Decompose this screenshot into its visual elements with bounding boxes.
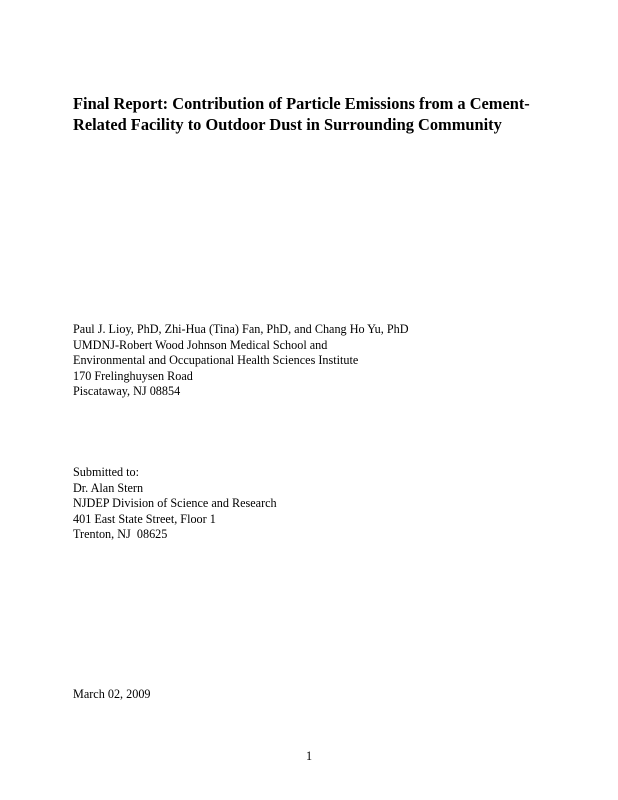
submitted-to-label: Submitted to: [73,465,140,479]
affiliation-street: 170 Frelinghuysen Road [73,368,193,383]
recipient-city: Trenton, NJ 08625 [73,527,168,542]
report-title-line-2: Related Facility to Outdoor Dust in Surrounding Community [73,115,502,134]
submitted-to-block [73,465,277,543]
recipient-street: 401 East State Street, Floor 1 [73,511,216,526]
authors-names: Paul J. Lioy, PhD, Zhi-Hua (Tina) Fan, PhD, and Chang Ho Yu, PhD [73,322,409,336]
authors-affiliation-block [73,322,409,400]
report-title [73,93,553,135]
page-number: 1 [305,749,313,763]
recipient-name: Dr. Alan Stern [73,480,144,495]
report-title-line-1: Final Report: Contribution of Particle Emissions from a Cement- [73,94,530,113]
affiliation-institute: Environmental and Occupational Health Sciences Institute [73,353,359,368]
affiliation-city: Piscataway, NJ 08854 [73,384,181,399]
report-date: March 02, 2009 [73,687,151,701]
affiliation-school: UMDNJ-Robert Wood Johnson Medical School and [73,337,328,352]
recipient-division: NJDEP Division of Science and Research [73,496,277,511]
